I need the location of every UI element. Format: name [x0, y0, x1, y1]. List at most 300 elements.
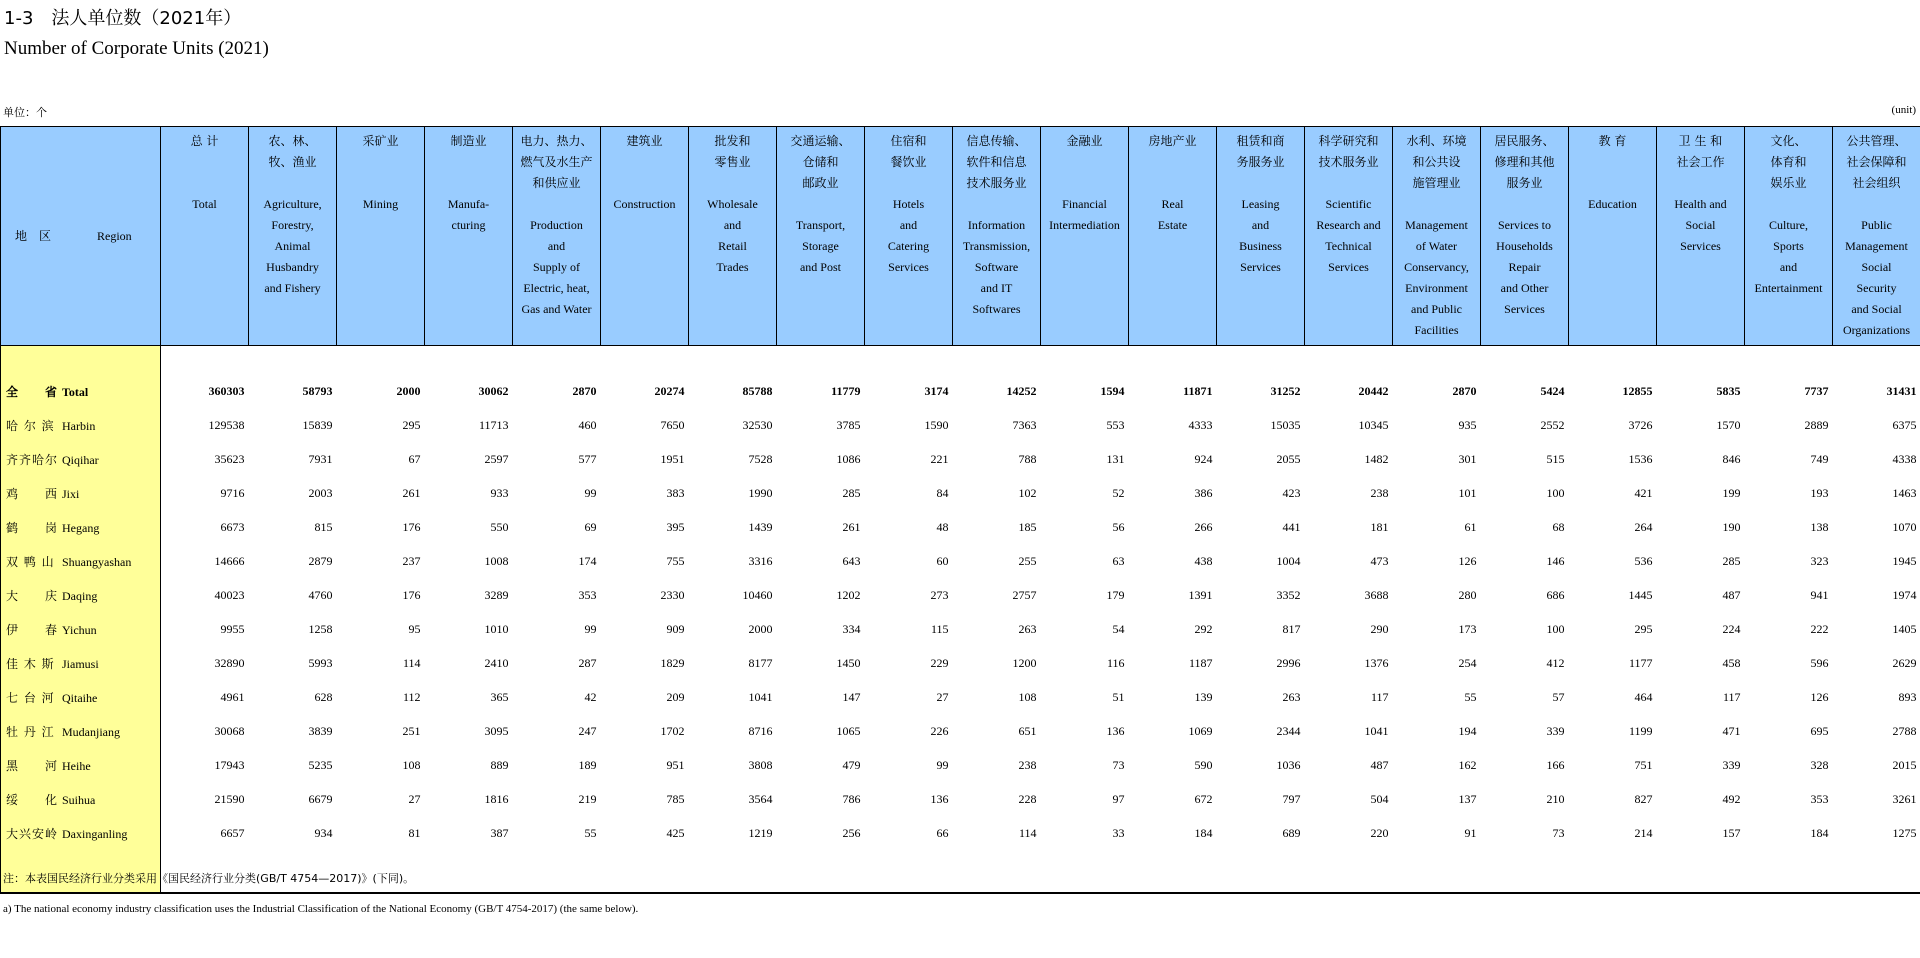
value-cell: 6375 [1892, 417, 1917, 432]
value-cell: 193 [1810, 485, 1829, 500]
value-cell: 237 [402, 553, 421, 568]
column-header-zh-line: 卫 生 和 [1678, 134, 1723, 148]
column-header-en-line: Real [1161, 197, 1184, 211]
region-name-en: Shuangyashan [62, 554, 132, 569]
value-cell: 458 [1722, 655, 1741, 670]
value-cell: 383 [666, 485, 685, 500]
value-cell: 893 [1898, 689, 1917, 704]
column-header-en-line: and Other [1500, 281, 1549, 295]
value-cell: 827 [1634, 791, 1653, 806]
value-cell: 1036 [1276, 757, 1301, 772]
value-cell: 99 [936, 757, 949, 772]
value-cell: 1070 [1892, 519, 1917, 534]
value-cell: 247 [578, 723, 597, 738]
value-cell: 2879 [308, 553, 333, 568]
region-cell [1, 816, 161, 850]
value-cell: 1376 [1364, 655, 1389, 670]
value-cell: 464 [1634, 689, 1653, 704]
value-cell: 1200 [1012, 655, 1037, 670]
column-header-en-line: cturing [451, 218, 486, 232]
value-cell: 360303 [208, 383, 245, 398]
table-row [1, 646, 1920, 680]
value-cell: 15839 [302, 417, 333, 432]
column-header-en-line: Services [888, 260, 929, 274]
value-cell: 210 [1546, 791, 1565, 806]
value-cell: 209 [666, 689, 685, 704]
value-cell: 21590 [214, 791, 245, 806]
value-cell: 189 [578, 757, 597, 772]
value-cell: 181 [1370, 519, 1389, 534]
column-header-zh-line: 科学研究和 [1318, 134, 1379, 148]
column-header [777, 127, 865, 346]
value-cell: 786 [842, 791, 861, 806]
value-cell: 334 [842, 621, 861, 636]
value-cell: 2996 [1276, 655, 1301, 670]
value-cell: 9955 [220, 621, 245, 636]
value-cell: 1202 [836, 587, 861, 602]
column-header-en-line: and [547, 239, 566, 253]
value-cell: 285 [842, 485, 861, 500]
column-header-en-line: Leasing [1241, 197, 1280, 211]
column-header [1833, 127, 1920, 346]
value-cell: 817 [1282, 621, 1301, 636]
value-cell: 295 [1634, 621, 1653, 636]
region-cell [1, 544, 161, 578]
value-cell: 1463 [1892, 485, 1917, 500]
value-cell: 935 [1458, 417, 1477, 432]
value-cell: 32890 [214, 655, 245, 670]
value-cell: 1570 [1716, 417, 1741, 432]
value-cell: 176 [402, 587, 421, 602]
value-cell: 301 [1458, 451, 1477, 466]
value-cell: 57 [1552, 689, 1565, 704]
region-name-zh: 牡 丹 江 [6, 724, 55, 739]
value-cell: 63 [1112, 553, 1125, 568]
column-header-en-line: and Post [799, 260, 841, 274]
value-cell: 116 [1106, 655, 1125, 670]
value-cell: 1816 [484, 791, 509, 806]
value-cell: 58793 [302, 383, 333, 398]
value-cell: 114 [402, 655, 421, 670]
value-cell: 387 [490, 825, 509, 840]
value-cell: 577 [578, 451, 597, 466]
column-header-en-line: Softwares [972, 302, 1021, 316]
value-cell: 515 [1546, 451, 1565, 466]
value-cell: 755 [666, 553, 685, 568]
value-cell: 339 [1722, 757, 1741, 772]
header-row [1, 127, 1920, 346]
value-cell: 924 [1194, 451, 1213, 466]
value-cell: 35623 [214, 451, 245, 466]
table-row [1, 442, 1920, 476]
value-cell: 11779 [831, 383, 861, 398]
table-row [1, 680, 1920, 714]
column-header-zh-line: 施管理业 [1412, 176, 1461, 190]
region-name-zh: 绥 化 [6, 792, 59, 807]
value-cell: 438 [1194, 553, 1213, 568]
value-cell: 147 [842, 689, 861, 704]
value-cell: 264 [1634, 519, 1653, 534]
value-cell: 3808 [748, 757, 773, 772]
column-header [425, 127, 513, 346]
region-name-zh: 伊 春 [6, 622, 59, 637]
value-cell: 99 [584, 485, 597, 500]
value-cell: 1069 [1188, 723, 1213, 738]
column-header [161, 127, 249, 346]
value-cell: 238 [1018, 757, 1037, 772]
column-header-zh-line: 租赁和商 [1236, 134, 1285, 148]
region-header [1, 127, 161, 346]
value-cell: 596 [1810, 655, 1829, 670]
value-cell: 214 [1634, 825, 1653, 840]
value-cell: 909 [666, 621, 685, 636]
region-name-zh: 七 台 河 [6, 690, 55, 705]
value-cell: 220 [1370, 825, 1389, 840]
value-cell: 846 [1722, 451, 1741, 466]
column-header-zh-line: 水利、环境 [1406, 134, 1467, 148]
data-table-wrapper [0, 126, 1920, 894]
column-header-zh-line: 居民服务、 [1494, 134, 1555, 148]
value-cell: 395 [666, 519, 685, 534]
value-cell: 2410 [484, 655, 509, 670]
column-header-en-line: Information [967, 218, 1026, 232]
value-cell: 27 [936, 689, 949, 704]
column-header-en-line: Software [974, 260, 1019, 274]
region-name-zh: 佳 木 斯 [6, 656, 55, 671]
value-cell: 2003 [308, 485, 333, 500]
value-cell: 55 [1464, 689, 1477, 704]
region-cell [1, 782, 161, 816]
value-cell: 185 [1018, 519, 1037, 534]
value-cell: 52 [1112, 485, 1125, 500]
region-name-zh: 黑 河 [6, 758, 59, 773]
value-cell: 386 [1194, 485, 1213, 500]
value-cell: 2870 [1452, 383, 1477, 398]
value-cell: 2757 [1012, 587, 1037, 602]
region-name-en: Suihua [62, 792, 96, 807]
value-cell: 290 [1370, 621, 1389, 636]
column-header-zh-line: 邮政业 [802, 176, 839, 190]
value-cell: 30062 [478, 383, 509, 398]
region-header-zh: 地 区 [15, 228, 52, 243]
value-cell: 2889 [1804, 417, 1829, 432]
value-cell: 56 [1112, 519, 1125, 534]
value-cell: 492 [1722, 791, 1741, 806]
region-header-en: Region [97, 228, 132, 243]
value-cell: 8177 [748, 655, 773, 670]
value-cell: 2597 [484, 451, 509, 466]
column-header-zh-line: 餐饮业 [890, 155, 927, 169]
value-cell: 117 [1370, 689, 1389, 704]
column-header-zh-line: 体育和 [1770, 155, 1807, 169]
region-cell [1, 374, 161, 408]
column-header-en-line: Education [1588, 197, 1637, 211]
column-header-zh-line: 批发和 [714, 134, 751, 148]
value-cell: 1258 [308, 621, 333, 636]
value-cell: 412 [1546, 655, 1565, 670]
value-cell: 672 [1194, 791, 1213, 806]
column-header-en-line: Hotels [892, 197, 925, 211]
value-cell: 66 [936, 825, 949, 840]
value-cell: 108 [402, 757, 421, 772]
column-header-en-line: Management [1845, 239, 1908, 253]
column-header-en-line: Environment [1405, 281, 1468, 295]
column-header-en-line: Production [530, 218, 583, 232]
column-header-en-line: and Public [1411, 302, 1462, 316]
column-header-en-line: Storage [802, 239, 839, 253]
value-cell: 1041 [1364, 723, 1389, 738]
value-cell: 30068 [214, 723, 245, 738]
value-cell: 471 [1722, 723, 1741, 738]
value-cell: 173 [1458, 621, 1477, 636]
value-cell: 146 [1546, 553, 1565, 568]
value-cell: 1008 [484, 553, 509, 568]
column-header-en-line: Services [1240, 260, 1281, 274]
column-header-en-line: and Fishery [264, 281, 321, 295]
value-cell: 5835 [1716, 383, 1741, 398]
value-cell: 941 [1810, 587, 1829, 602]
region-name-zh: 哈 尔 滨 [6, 418, 55, 433]
value-cell: 32530 [742, 417, 773, 432]
value-cell: 95 [408, 621, 421, 636]
column-header-en-line: Transport, [795, 218, 846, 232]
page-title-en: Number of Corporate Units (2021) [4, 38, 269, 59]
column-header-zh-line: 和公共设 [1412, 155, 1461, 169]
value-cell: 85788 [742, 383, 773, 398]
region-cell [1, 408, 161, 442]
value-cell: 3352 [1276, 587, 1301, 602]
value-cell: 3688 [1364, 587, 1389, 602]
value-cell: 266 [1194, 519, 1213, 534]
value-cell: 4961 [220, 689, 245, 704]
value-cell: 238 [1370, 485, 1389, 500]
region-cell [1, 714, 161, 748]
value-cell: 100 [1546, 621, 1565, 636]
value-cell: 51 [1112, 689, 1125, 704]
value-cell: 15035 [1270, 417, 1301, 432]
value-cell: 2330 [660, 587, 685, 602]
column-header-en-line: and [1779, 260, 1798, 274]
region-cell [1, 680, 161, 714]
value-cell: 137 [1458, 791, 1477, 806]
value-cell: 2344 [1276, 723, 1301, 738]
value-cell: 114 [1018, 825, 1037, 840]
column-header-en-line: Services [1504, 302, 1545, 316]
value-cell: 138 [1810, 519, 1829, 534]
region-cell [1, 748, 161, 782]
column-header-en-line: and [899, 218, 918, 232]
value-cell: 353 [578, 587, 597, 602]
value-cell: 224 [1722, 621, 1741, 636]
value-cell: 292 [1194, 621, 1213, 636]
column-header-en-line: Catering [887, 239, 930, 253]
column-header-en-line: Business [1239, 239, 1282, 253]
value-cell: 3289 [484, 587, 509, 602]
column-header-en-line: Electric, heat, [523, 281, 590, 295]
column-header [1393, 127, 1481, 346]
region-name-zh: 鹤 岗 [6, 520, 59, 535]
column-header-zh-line: 社会工作 [1676, 155, 1725, 169]
value-cell: 184 [1194, 825, 1213, 840]
value-cell: 2000 [748, 621, 773, 636]
region-name-en: Qiqihar [62, 452, 99, 467]
value-cell: 20442 [1358, 383, 1389, 398]
value-cell: 129538 [208, 417, 245, 432]
value-cell: 126 [1458, 553, 1477, 568]
column-header-zh-line: 公共管理、 [1846, 134, 1907, 148]
column-header-zh-line: 务服务业 [1236, 155, 1285, 169]
value-cell: 42 [584, 689, 597, 704]
value-cell: 97 [1112, 791, 1125, 806]
value-cell: 1974 [1892, 587, 1917, 602]
page-title-zh: 1-3 法人单位数（2021年） [4, 8, 242, 29]
value-cell: 194 [1458, 723, 1477, 738]
value-cell: 785 [666, 791, 685, 806]
column-header-zh-line: 交通运输、 [790, 134, 851, 148]
region-cell [1, 510, 161, 544]
value-cell: 7737 [1804, 383, 1829, 398]
column-header-en-line: Estate [1157, 218, 1188, 232]
column-header-zh-line: 燃气及水生产 [520, 155, 593, 169]
value-cell: 1405 [1892, 621, 1917, 636]
table-top-spacer [1, 346, 1920, 375]
column-header-zh-line: 技术服务业 [966, 176, 1027, 190]
value-cell: 339 [1546, 723, 1565, 738]
value-cell: 3785 [836, 417, 861, 432]
value-cell: 628 [314, 689, 333, 704]
column-header-en-line: Forestry, [271, 218, 314, 232]
value-cell: 7650 [660, 417, 685, 432]
value-cell: 3316 [748, 553, 773, 568]
value-cell: 7528 [748, 451, 773, 466]
value-cell: 9716 [220, 485, 245, 500]
value-cell: 553 [1106, 417, 1125, 432]
value-cell: 176 [402, 519, 421, 534]
value-cell: 254 [1458, 655, 1477, 670]
value-cell: 11871 [1183, 383, 1213, 398]
value-cell: 190 [1722, 519, 1741, 534]
value-cell: 263 [1282, 689, 1301, 704]
column-header-en-line: Agriculture, [263, 197, 322, 211]
footnote-zh: 注：本表国民经济行业分类采用《国民经济行业分类(GB/T 4754—2017)》(下同)。 [3, 872, 415, 885]
value-cell: 295 [402, 417, 421, 432]
column-header-zh-line: 社会组织 [1852, 176, 1901, 190]
column-header-en-line: Construction [613, 197, 676, 211]
value-cell: 1536 [1628, 451, 1653, 466]
value-cell: 55 [584, 825, 597, 840]
value-cell: 73 [1552, 825, 1565, 840]
value-cell: 2015 [1892, 757, 1917, 772]
value-cell: 1004 [1276, 553, 1301, 568]
column-header [1217, 127, 1305, 346]
value-cell: 20274 [654, 383, 685, 398]
column-header-zh-line: 零售业 [714, 155, 751, 169]
region-name-en: Qitaihe [62, 690, 98, 705]
value-cell: 479 [842, 757, 861, 772]
value-cell: 365 [490, 689, 509, 704]
value-cell: 131 [1106, 451, 1125, 466]
value-cell: 1829 [660, 655, 685, 670]
value-cell: 487 [1722, 587, 1741, 602]
value-cell: 84 [936, 485, 949, 500]
value-cell: 27 [408, 791, 421, 806]
column-header-zh-line: 修理和其他 [1494, 155, 1555, 169]
column-header-en-line: Management [1405, 218, 1468, 232]
table-row [1, 408, 1920, 442]
table-row [1, 578, 1920, 612]
value-cell: 221 [930, 451, 949, 466]
table-row [1, 748, 1920, 782]
column-header-en-line: Entertainment [1754, 281, 1823, 295]
value-cell: 5424 [1540, 383, 1565, 398]
column-header-en-line: Supply of [532, 260, 580, 274]
value-cell: 1275 [1892, 825, 1917, 840]
value-cell: 136 [930, 791, 949, 806]
value-cell: 934 [314, 825, 333, 840]
value-cell: 1187 [1188, 655, 1213, 670]
column-header [1041, 127, 1129, 346]
table-row [1, 510, 1920, 544]
value-cell: 1391 [1188, 587, 1213, 602]
column-header-zh-line: 采矿业 [362, 134, 399, 148]
value-cell: 7931 [308, 451, 333, 466]
value-cell: 797 [1282, 791, 1301, 806]
value-cell: 5235 [308, 757, 333, 772]
region-name-en: Yichun [62, 622, 97, 637]
value-cell: 487 [1370, 757, 1389, 772]
value-cell: 256 [842, 825, 861, 840]
value-cell: 3564 [748, 791, 773, 806]
column-header-en-line: Total [192, 197, 217, 211]
value-cell: 10460 [742, 587, 773, 602]
column-header-en-line: Security [1856, 281, 1897, 295]
value-cell: 10345 [1358, 417, 1389, 432]
region-name-zh: 大兴安岭 [6, 826, 59, 841]
value-cell: 261 [842, 519, 861, 534]
column-header-en-line: Organizations [1842, 323, 1911, 337]
column-header-zh-line: 文化、 [1770, 134, 1807, 148]
value-cell: 1990 [748, 485, 773, 500]
value-cell: 108 [1018, 689, 1037, 704]
column-header-en-line: Retail [718, 239, 747, 253]
value-cell: 441 [1282, 519, 1301, 534]
column-header-zh-line: 技术服务业 [1318, 155, 1379, 169]
column-header-zh-line: 社会保障和 [1846, 155, 1907, 169]
value-cell: 40023 [214, 587, 245, 602]
value-cell: 1951 [660, 451, 685, 466]
column-header [601, 127, 689, 346]
value-cell: 73 [1112, 757, 1125, 772]
value-cell: 166 [1546, 757, 1565, 772]
value-cell: 101 [1458, 485, 1477, 500]
column-header-en-line: Gas and Water [521, 302, 592, 316]
column-header-en-line: Technical [1325, 239, 1372, 253]
value-cell: 126 [1810, 689, 1829, 704]
value-cell: 749 [1810, 451, 1829, 466]
value-cell: 651 [1018, 723, 1037, 738]
value-cell: 689 [1282, 825, 1301, 840]
value-cell: 222 [1810, 621, 1829, 636]
column-header-zh-line: 信息传输、 [966, 134, 1027, 148]
column-header-en-line: Social [1685, 218, 1716, 232]
value-cell: 255 [1018, 553, 1037, 568]
total-row [1, 374, 1920, 408]
column-header-zh-line: 和供应业 [532, 176, 581, 190]
region-name-zh: 齐齐哈尔 [6, 452, 59, 467]
column-header [865, 127, 953, 346]
value-cell: 328 [1810, 757, 1829, 772]
column-header-en-line: Social [1861, 260, 1892, 274]
